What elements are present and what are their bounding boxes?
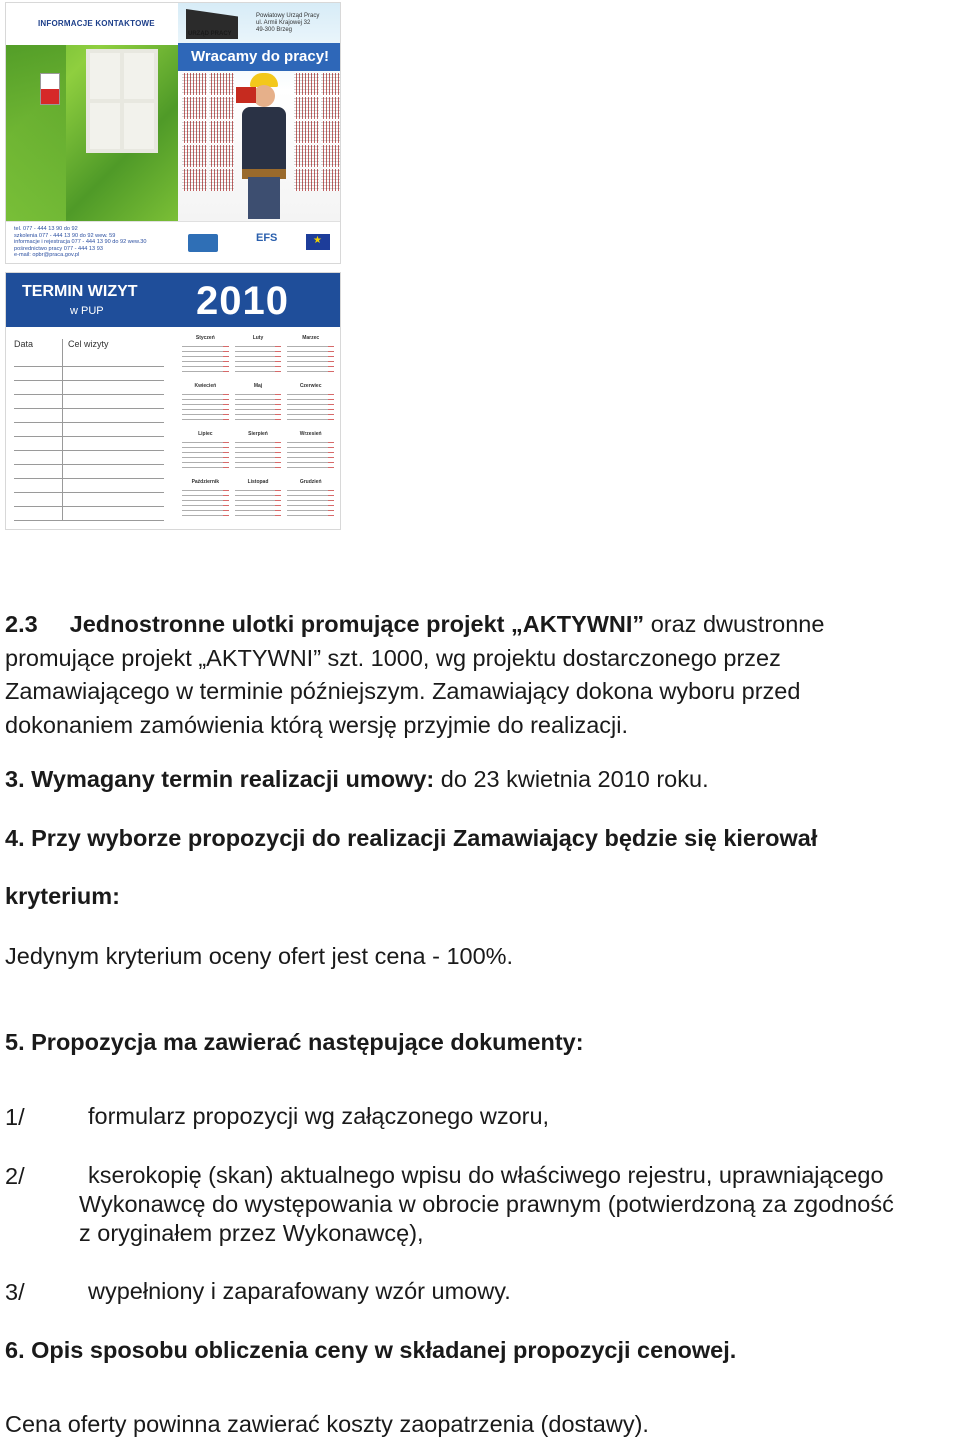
list-item-text-cont: Wykonawcę do występowania w obrocie prawnym (potwierdzoną za zgodność <box>79 1191 894 1217</box>
list-item-text-cont: z oryginałem przez Wykonawcę), <box>79 1220 424 1246</box>
list-item-text: kserokopię (skan) aktualnego wpisu do właściwego rejestru, uprawniającego <box>88 1162 884 1188</box>
col-date: Data <box>14 339 34 349</box>
month-days <box>287 486 334 520</box>
month-days <box>287 342 334 376</box>
contact-lines <box>14 226 184 259</box>
worker-illustration <box>236 73 292 219</box>
section-4-heading-line-1 <box>5 822 817 855</box>
month-block <box>182 335 229 381</box>
list-item-number: 1/ <box>5 1104 25 1130</box>
section-4-heading: 4. Przy wyborze propozycji do realizacji Zamawiający będzie się kierował <box>5 825 818 851</box>
contact-line: szkolenia 077 - 444 13 90 do 92 wew. 59 <box>14 232 116 239</box>
month-block <box>287 335 334 381</box>
month-name: Lipiec <box>198 431 213 437</box>
zporr-logo <box>188 234 218 252</box>
month-name: Grudzień <box>299 479 322 485</box>
section-4-heading-cont: kryterium: <box>5 883 120 909</box>
month-days <box>182 342 229 376</box>
month-name: Czerwiec <box>299 383 322 389</box>
month-name: Marzec <box>302 335 320 341</box>
month-name: Luty <box>252 335 264 341</box>
month-block <box>182 431 229 477</box>
section-6-text: Cena oferty powinna zawierać koszty zaopatrzenia (dostawy). <box>5 1411 649 1437</box>
contact-line: informacje i rejestracja 077 - 444 13 90 do 92 wew.30 <box>14 239 147 246</box>
section-2-3-line-4: dokonaniem zamówienia którą wersję przyjmie do realizacji. <box>5 712 629 738</box>
window-shape <box>86 49 158 153</box>
building-photo <box>6 3 178 221</box>
office-address <box>256 13 340 34</box>
section-3-heading: 3. Wymagany termin realizacji umowy: <box>5 766 435 792</box>
contact-header-text: INFORMACJE KONTAKTOWE <box>38 19 155 28</box>
address-line: Powiatowy Urząd Pracy <box>256 13 320 19</box>
col-goal: Cel wizyty <box>68 339 109 349</box>
month-days <box>287 438 334 472</box>
leaflet-back <box>5 272 341 530</box>
month-block <box>182 383 229 429</box>
section-2-3-line-1 <box>5 608 824 641</box>
section-3-text: do 23 kwietnia 2010 roku. <box>434 766 709 792</box>
section-3 <box>5 763 709 796</box>
flag-shape <box>40 73 60 105</box>
leaflet-front <box>5 2 341 264</box>
section-2-3-bold: Jednostronne ulotki promujące projekt „AKTYWNI” <box>69 611 645 637</box>
termin-title: TERMIN WIZYT <box>22 283 138 300</box>
month-name: Styczeń <box>195 335 215 341</box>
leaflet-image <box>5 2 341 530</box>
month-block <box>287 479 334 525</box>
month-days <box>235 342 282 376</box>
month-name: Listopad <box>247 479 269 485</box>
calendar-left <box>182 73 234 213</box>
month-days <box>182 390 229 424</box>
month-block <box>235 479 282 525</box>
contact-line: pośrednictwo pracy 077 - 444 13 93 <box>14 245 103 252</box>
section-4-heading-line-2 <box>5 880 120 913</box>
section-2-3-number: 2.3 <box>5 611 38 637</box>
address-line: ul. Armii Krajowej 32 <box>256 20 311 26</box>
month-days <box>235 438 282 472</box>
months-grid <box>182 335 334 525</box>
eu-flag-icon <box>306 234 330 250</box>
month-days <box>182 486 229 520</box>
termin-band <box>6 273 341 327</box>
efs-logo: EFS <box>256 232 278 244</box>
month-name: Kwiecień <box>194 383 217 389</box>
month-block <box>235 431 282 477</box>
month-block <box>182 479 229 525</box>
list-item-number: 2/ <box>5 1163 25 1189</box>
section-4-criterion: Jedynym kryterium oceny ofert jest cena - 100%. <box>5 943 514 969</box>
month-days <box>182 438 229 472</box>
month-days <box>287 390 334 424</box>
section-2-3-line-2: promujące projekt „AKTYWNI” szt. 1000, wg projektu dostarczonego przez <box>5 645 781 671</box>
section-6-heading-line <box>5 1334 736 1367</box>
month-name: Sierpień <box>248 431 268 437</box>
section-6-heading: 6. Opis sposobu obliczenia ceny w składanej propozycji cenowej. <box>5 1337 737 1363</box>
year-label: 2010 <box>196 279 289 323</box>
month-block <box>287 431 334 477</box>
month-days <box>235 390 282 424</box>
section-2-3-rest: oraz dwustronne <box>644 611 825 637</box>
list-item-text: formularz propozycji wg załączonego wzoru, <box>88 1103 550 1129</box>
section-5-heading-line <box>5 1026 584 1059</box>
month-block <box>235 383 282 429</box>
section-2-3-line-3: Zamawiającego w terminie późniejszym. Zamawiający dokona wyboru przed <box>5 678 801 704</box>
list-item-text: wypełniony i zaparafowany wzór umowy. <box>88 1278 511 1304</box>
termin-subtitle: w PUP <box>70 305 104 317</box>
month-block <box>235 335 282 381</box>
month-block <box>287 383 334 429</box>
list-item-number: 3/ <box>5 1279 25 1305</box>
month-days <box>235 486 282 520</box>
slogan-banner: Wracamy do pracy! <box>178 43 341 71</box>
contact-header <box>6 3 178 45</box>
section-5-heading: 5. Propozycja ma zawierać następujące dokumenty: <box>5 1029 584 1055</box>
logo-text: URZĄD PRACY <box>188 31 232 37</box>
contact-line: tel. 077 - 444 13 90 do 92 <box>14 226 78 232</box>
month-name: Maj <box>253 383 263 389</box>
calendar-right <box>294 73 341 213</box>
contact-line: e-mail: opbr@praca.gov.pl <box>14 252 80 259</box>
leaflet-right-panel <box>178 3 341 221</box>
month-name: Wrzesień <box>299 431 322 437</box>
address-line: 49-300 Brzeg <box>256 27 293 33</box>
leaflet-contact-strip <box>6 221 341 264</box>
month-name: Październik <box>191 479 220 485</box>
visit-lines <box>14 353 164 521</box>
